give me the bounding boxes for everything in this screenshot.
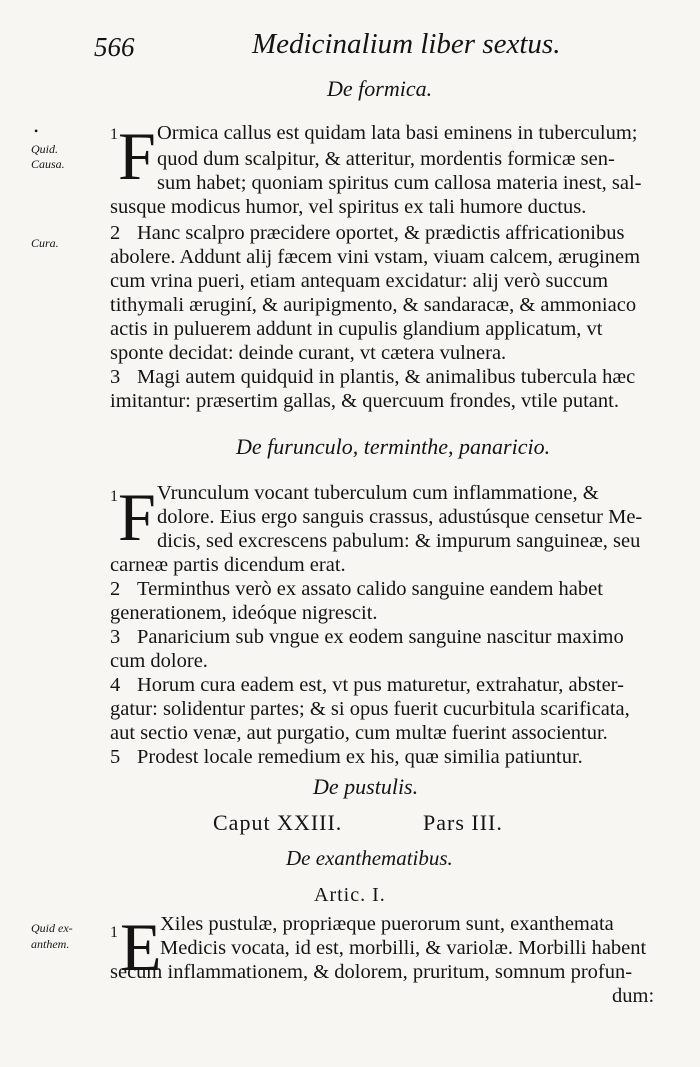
paragraph-number: 1 [110, 126, 118, 143]
text-line: tithymali æruginí, & auripigmento, & sandaracæ, & ammoniaco [110, 294, 637, 316]
margin-note-quid-ex: Quid ex- [31, 921, 73, 935]
running-title: Medicinalium liber sextus. [252, 28, 561, 60]
text-line: sum habet; quoniam spiritus cum callosa materia inest, sal- [157, 172, 642, 194]
text-line: Xiles pustulæ, propriæque puerorum sunt, exanthemata [160, 913, 614, 935]
page-number: 566 [94, 32, 135, 62]
text-line: cum dolore. [110, 650, 208, 672]
text-line: aut sectio venæ, aut purgatio, cum multæ fuerint associentur. [110, 722, 608, 744]
text-line: 3 Magi autem quidquid in plantis, & animalibus tubercula hæc [110, 366, 636, 388]
subsection-title: De exanthematibus. [286, 846, 453, 870]
text-line: dolore. Eius ergo sanguis crassus, adustúsque censetur Me- [157, 506, 643, 528]
text-line: imitantur: præsertim gallas, & quercuum frondes, vtile putant. [110, 390, 619, 412]
margin-dot: • [34, 124, 39, 138]
margin-note-anthem: anthem. [31, 937, 70, 951]
text-line: 2 Terminthus verò ex assato calido sanguine eandem habet [110, 578, 603, 600]
text-line: 3 Panaricium sub vngue ex eodem sanguine nascitur maximo [110, 626, 624, 648]
section-title-formica: De formica. [327, 76, 433, 101]
text-line: 5 Prodest locale remedium ex his, quæ similia patiuntur. [110, 746, 583, 768]
chapter-heading: Caput XXIII. [213, 810, 343, 835]
catchword: dum: [612, 985, 655, 1007]
section-title-pustulis: De pustulis. [313, 774, 419, 799]
text-line: generationem, ideóque nigrescit. [110, 602, 378, 624]
text-line: susque modicus humor, vel spiritus ex tali humore ductus. [110, 196, 587, 218]
paragraph-number: 5 [110, 746, 121, 768]
paragraph-number: 1 [110, 488, 118, 505]
drop-cap: F [118, 118, 156, 194]
text-line: secum inflammationem, & dolorem, pruritum, somnum profun- [110, 961, 633, 983]
text-line: actis in puluerem addunt in cupulis glandium applicatum, vt [110, 318, 603, 340]
text-line: quod dum scalpitur, & atteritur, mordentis formicæ sen- [157, 148, 615, 170]
text-line: Medicis vocata, id est, morbilli, & variolæ. Morbilli habent [160, 937, 647, 959]
text-line: 2 Hanc scalpro præcidere oportet, & prædictis affricationibus [110, 222, 625, 244]
text-line: carneæ partis dicendum erat. [110, 554, 346, 576]
section-title-furunculo: De furunculo, terminthe, panaricio. [236, 434, 551, 459]
paragraph-number: 3 [110, 626, 121, 648]
text-line: sponte decidat: deinde curant, vt cætera vulnera. [110, 342, 507, 364]
margin-note-causa: Causa. [31, 157, 65, 171]
text-line: Vrunculum vocant tuberculum cum inflammatione, & [157, 482, 599, 504]
article-heading: Artic. I. [314, 884, 386, 906]
text-line: cum vrina pueri, etiam antequam excidatur: alij verò succum [110, 270, 609, 292]
part-heading: Pars III. [423, 810, 503, 835]
paragraph-number: 4 [110, 674, 121, 696]
text-line: gatur: solidentur partes; & si opus fuerit cucurbitula scarificata, [110, 698, 630, 720]
text-line: dicis, sed excrescens pabulum: & impurum sanguineæ, seu [157, 530, 641, 552]
text-line: abolere. Addunt alij fæcem vini vstam, viuam calcem, æruginem [110, 246, 641, 268]
text-line: 4 Horum cura eadem est, vt pus maturetur, extrahatur, abster- [110, 674, 624, 696]
paragraph-number: 2 [110, 222, 121, 244]
margin-note-quid: Quid. [31, 142, 58, 156]
drop-cap: E [120, 909, 162, 985]
text-line: Ormica callus est quidam lata basi eminens in tuberculum; [157, 122, 638, 144]
paragraph-number: 3 [110, 366, 121, 388]
margin-note-cura: Cura. [31, 236, 59, 250]
paragraph-number: 1 [110, 924, 118, 941]
paragraph-number: 2 [110, 578, 121, 600]
drop-cap: F [118, 479, 156, 555]
